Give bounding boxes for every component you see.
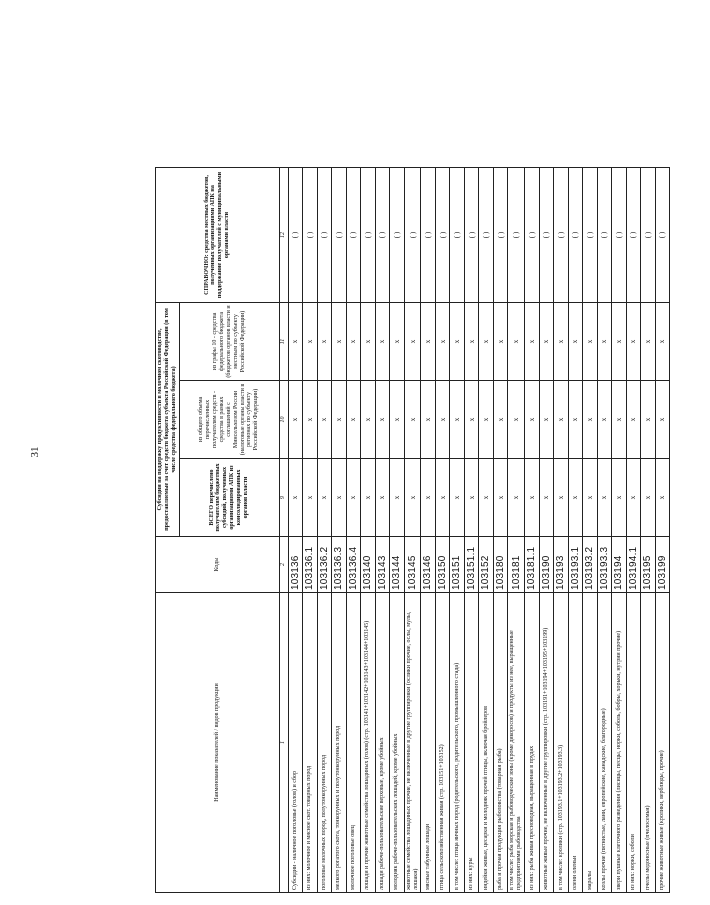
cell-col9: x [655, 459, 670, 537]
cell-col12: ( ) [303, 167, 318, 302]
cell-col11: x [508, 302, 525, 380]
table-row [375, 167, 390, 892]
row-name: лошади рабоче-пользовательские верховые, кроме убойных [375, 593, 390, 893]
cell-col10: x [479, 381, 494, 459]
row-code: 103152 [479, 537, 494, 593]
cell-col12: ( ) [450, 167, 465, 302]
cell-col11: x [450, 302, 465, 380]
cell-col11: x [583, 302, 598, 380]
row-name: пчелы медоносные (пчелосемьи) [641, 593, 656, 893]
row-name: из них: куры [464, 593, 479, 893]
row-code: 103136.4 [346, 537, 361, 593]
cell-col10: x [450, 381, 465, 459]
cell-col10: x [626, 381, 641, 459]
row-code: 103194.1 [626, 537, 641, 593]
cell-col11: x [568, 302, 583, 380]
cell-col12: ( ) [361, 167, 376, 302]
table-row [626, 167, 641, 892]
cell-col12: ( ) [332, 167, 347, 302]
table-row [641, 167, 656, 892]
col-number: 9 [279, 459, 288, 537]
row-code: 103136.2 [317, 537, 332, 593]
cell-col9: x [568, 459, 583, 537]
cell-col11: x [493, 302, 508, 380]
cell-col9: x [539, 459, 554, 537]
cell-col12: ( ) [493, 167, 508, 302]
cell-col9: x [375, 459, 390, 537]
cell-col10: x [317, 381, 332, 459]
row-name: молочное поголовье овец [346, 593, 361, 893]
col-number: 10 [279, 381, 288, 459]
table-row [479, 167, 494, 892]
table-row [568, 167, 583, 892]
row-name: в том числе: кролики (стр. 103193.1+103193.2+103193.3) [554, 593, 569, 893]
cell-col12: ( ) [568, 167, 583, 302]
cell-col12: ( ) [464, 167, 479, 302]
cell-col9: x [450, 459, 465, 537]
cell-col9: x [583, 459, 598, 537]
cell-col10: x [404, 381, 421, 459]
statistics-table [155, 167, 670, 893]
page-number: 31 [29, 446, 41, 458]
table-row [464, 167, 479, 892]
row-name: в том числе: птица яичных пород (родительского, родительского, промышленного стада) [450, 593, 465, 893]
header-col12: СПРАВОЧНО: средства местных бюджетов, полученных организациями АПК на поддержание получателей с муниципальными органами власти [156, 167, 280, 302]
cell-col10: x [508, 381, 525, 459]
cell-col12: ( ) [317, 167, 332, 302]
cell-col12: ( ) [525, 167, 540, 302]
cell-col9: x [626, 459, 641, 537]
cell-col12: ( ) [612, 167, 627, 302]
row-code: 103145 [404, 537, 421, 593]
cell-col11: x [404, 302, 421, 380]
cell-col11: x [479, 302, 494, 380]
cell-col9: x [421, 459, 436, 537]
cell-col9: x [346, 459, 361, 537]
table-row [346, 167, 361, 892]
cell-col9: x [390, 459, 405, 537]
row-name: молодняк рабоче-пользовательских лошадей, кроме убойных [390, 593, 405, 893]
header-code: Коды [156, 537, 280, 593]
cell-col12: ( ) [554, 167, 569, 302]
row-name: звери пушные клеточного разведения (лисицы, песцы, норки, соболь, бобры, хорьки, нутрии прочие) [612, 593, 627, 893]
cell-col12: ( ) [375, 167, 390, 302]
table-row [508, 167, 525, 892]
table-row [317, 167, 332, 892]
cell-col10: x [583, 381, 598, 459]
table-row [597, 167, 612, 892]
cell-col10: x [288, 381, 303, 459]
cell-col9: x [612, 459, 627, 537]
table-row [450, 167, 465, 892]
cell-col9: x [404, 459, 421, 537]
cell-col10: x [641, 381, 656, 459]
cell-col12: ( ) [479, 167, 494, 302]
row-name: прочие животные живые (кролики, верблюды, прочие) [655, 593, 670, 893]
header-col11: из графы 10 - средства федерального бюджета (бюджетов органов власти и местным по субъекту Российской Федерации) [179, 302, 279, 380]
cell-col12: ( ) [404, 167, 421, 302]
cell-col10: x [539, 381, 554, 459]
cell-col11: x [390, 302, 405, 380]
cell-col9: x [597, 459, 612, 537]
cell-col9: x [641, 459, 656, 537]
col-number: 2 [279, 537, 288, 593]
cell-col12: ( ) [641, 167, 656, 302]
cell-col11: x [361, 302, 376, 380]
row-name: поголовье молочных пород, полутонкорунных пород [317, 593, 332, 893]
cell-col9: x [435, 459, 450, 537]
row-name: в том числе: рыба морская и рыбоводческие зоны (кроме дикоросов) и продукты из нее, выращенные предприятиями рыбоводства [508, 593, 525, 893]
cell-col12: ( ) [626, 167, 641, 302]
table-body [288, 167, 670, 892]
cell-col10: x [597, 381, 612, 459]
table-row [539, 167, 554, 892]
cell-col9: x [464, 459, 479, 537]
table-row [390, 167, 405, 892]
table-row [361, 167, 376, 892]
col-number: 12 [279, 167, 288, 302]
cell-col11: x [332, 302, 347, 380]
row-name: Субсидии - наличное поголовье (голов) и сбор [288, 593, 303, 893]
col-number: 11 [279, 302, 288, 380]
row-code: 103140 [361, 537, 376, 593]
row-code: 103143 [375, 537, 390, 593]
row-code: 103181.1 [525, 537, 540, 593]
row-name: лошади и прочие животные семейства лошадиных (голов) (стр. 103141+103142+103143+103144+103145) [361, 593, 376, 893]
cell-col12: ( ) [539, 167, 554, 302]
cell-col10: x [332, 381, 347, 459]
cell-col9: x [361, 459, 376, 537]
cell-col9: x [493, 459, 508, 537]
cell-col10: x [525, 381, 540, 459]
header-name: Наименование показателей / видов продукции [156, 593, 280, 893]
cell-col12: ( ) [435, 167, 450, 302]
cell-col12: ( ) [346, 167, 361, 302]
cell-col12: ( ) [288, 167, 303, 302]
cell-col11: x [525, 302, 540, 380]
cell-col9: x [332, 459, 347, 537]
row-code: 103193.2 [583, 537, 598, 593]
cell-col11: x [288, 302, 303, 380]
column-number-row [279, 167, 288, 892]
row-code: 103194 [612, 537, 627, 593]
cell-col10: x [421, 381, 436, 459]
cell-col12: ( ) [508, 167, 525, 302]
row-code: 103181 [508, 537, 525, 593]
row-name: индейки живые, цесарки и молодняк прочей птицы, включая бройлеров [479, 593, 494, 893]
cell-col12: ( ) [421, 167, 436, 302]
cell-col11: x [612, 302, 627, 380]
header-subsidies-group: Субсидии на поддержку продуктивности в молочном скотоводстве, предоставляемые за счет средств бюджета субъекта Российской Федерации (в том числе средства федерального бюджета) [156, 302, 180, 536]
row-name: животные семейства лошадиных прочие, не включенные в другие группировки (ослики прочие, ослы, мулы, лошаки) [404, 593, 421, 893]
row-name: маралы [583, 593, 598, 893]
row-code: 103146 [421, 537, 436, 593]
row-name: из них: рыба живая пресноводная, выращенная в прудах [525, 593, 540, 893]
row-code: 103190 [539, 537, 554, 593]
cell-col9: x [288, 459, 303, 537]
cell-col12: ( ) [583, 167, 598, 302]
row-code: 103136 [288, 537, 303, 593]
row-code: 103151.1 [464, 537, 479, 593]
cell-col9: x [525, 459, 540, 537]
cell-col11: x [641, 302, 656, 380]
cell-col11: x [317, 302, 332, 380]
cell-col11: x [435, 302, 450, 380]
cell-col10: x [303, 381, 318, 459]
cell-col11: x [464, 302, 479, 380]
cell-col12: ( ) [597, 167, 612, 302]
table-row [554, 167, 569, 892]
rotated-form [155, 168, 668, 893]
row-code: 103195 [641, 537, 656, 593]
table-row [612, 167, 627, 892]
cell-col11: x [597, 302, 612, 380]
cell-col9: x [508, 459, 525, 537]
cell-col10: x [361, 381, 376, 459]
cell-col9: x [303, 459, 318, 537]
row-code: 103180 [493, 537, 508, 593]
row-name: олени оленьи [568, 593, 583, 893]
row-name: рыба и прочая продукция рыболовства (товарная рыба) [493, 593, 508, 893]
row-name: мясные табунные лошади [421, 593, 436, 893]
cell-col9: x [479, 459, 494, 537]
cell-col10: x [655, 381, 670, 459]
cell-col11: x [539, 302, 554, 380]
table-row [583, 167, 598, 892]
row-name: из них: молочное и мясное скот. товарных пород [303, 593, 318, 893]
table-row [332, 167, 347, 892]
row-code: 103193 [554, 537, 569, 593]
cell-col10: x [493, 381, 508, 459]
table-row [493, 167, 508, 892]
table-row [525, 167, 540, 892]
row-code: 103136.1 [303, 537, 318, 593]
row-name: птица сельскохозяйственная живая (стр. 103151+103152) [435, 593, 450, 893]
cell-col10: x [568, 381, 583, 459]
row-name: животные живые прочие, не включенные в другие группировки (стр. 103191+103194+103195+103199) [539, 593, 554, 893]
cell-col12: ( ) [390, 167, 405, 302]
row-code: 103193.3 [597, 537, 612, 593]
row-code: 103151 [450, 537, 465, 593]
table-row [421, 167, 436, 892]
cell-col10: x [554, 381, 569, 459]
cell-col10: x [390, 381, 405, 459]
col-number: 1 [279, 593, 288, 893]
header-row [156, 167, 180, 892]
cell-col11: x [303, 302, 318, 380]
cell-col10: x [435, 381, 450, 459]
cell-col12: ( ) [655, 167, 670, 302]
table-row [303, 167, 318, 892]
row-code: 103136.3 [332, 537, 347, 593]
table-row [404, 167, 421, 892]
cell-col11: x [375, 302, 390, 380]
row-code: 103150 [435, 537, 450, 593]
row-name: из них: норки, соболи [626, 593, 641, 893]
row-name: мелкого рогатого скота, тонкорунных и полутонкорунных пород [332, 593, 347, 893]
cell-col10: x [375, 381, 390, 459]
table-row [288, 167, 303, 892]
row-code: 103199 [655, 537, 670, 593]
row-code: 103144 [390, 537, 405, 593]
table-row [655, 167, 670, 892]
row-name: козлы прочие (пятнистые, лани, европейские, канадские, благородные) [597, 593, 612, 893]
cell-col11: x [421, 302, 436, 380]
row-code: 103193.1 [568, 537, 583, 593]
cell-col11: x [346, 302, 361, 380]
cell-col11: x [626, 302, 641, 380]
table-row [435, 167, 450, 892]
cell-col10: x [464, 381, 479, 459]
cell-col9: x [317, 459, 332, 537]
cell-col11: x [655, 302, 670, 380]
cell-col9: x [554, 459, 569, 537]
cell-col10: x [612, 381, 627, 459]
cell-col10: x [346, 381, 361, 459]
header-col10: из общего объема перечисленных получателям средств - средства в рамках соглашений с Минсельхозом России (налоговые органы власти в регионах по субъекту Российской Федерации) [179, 381, 279, 459]
header-col9: ВСЕГО перечислено получателям бюджетных субсидий, полученных организациями АПК из консолидированных органов власти [179, 459, 279, 537]
cell-col11: x [554, 302, 569, 380]
